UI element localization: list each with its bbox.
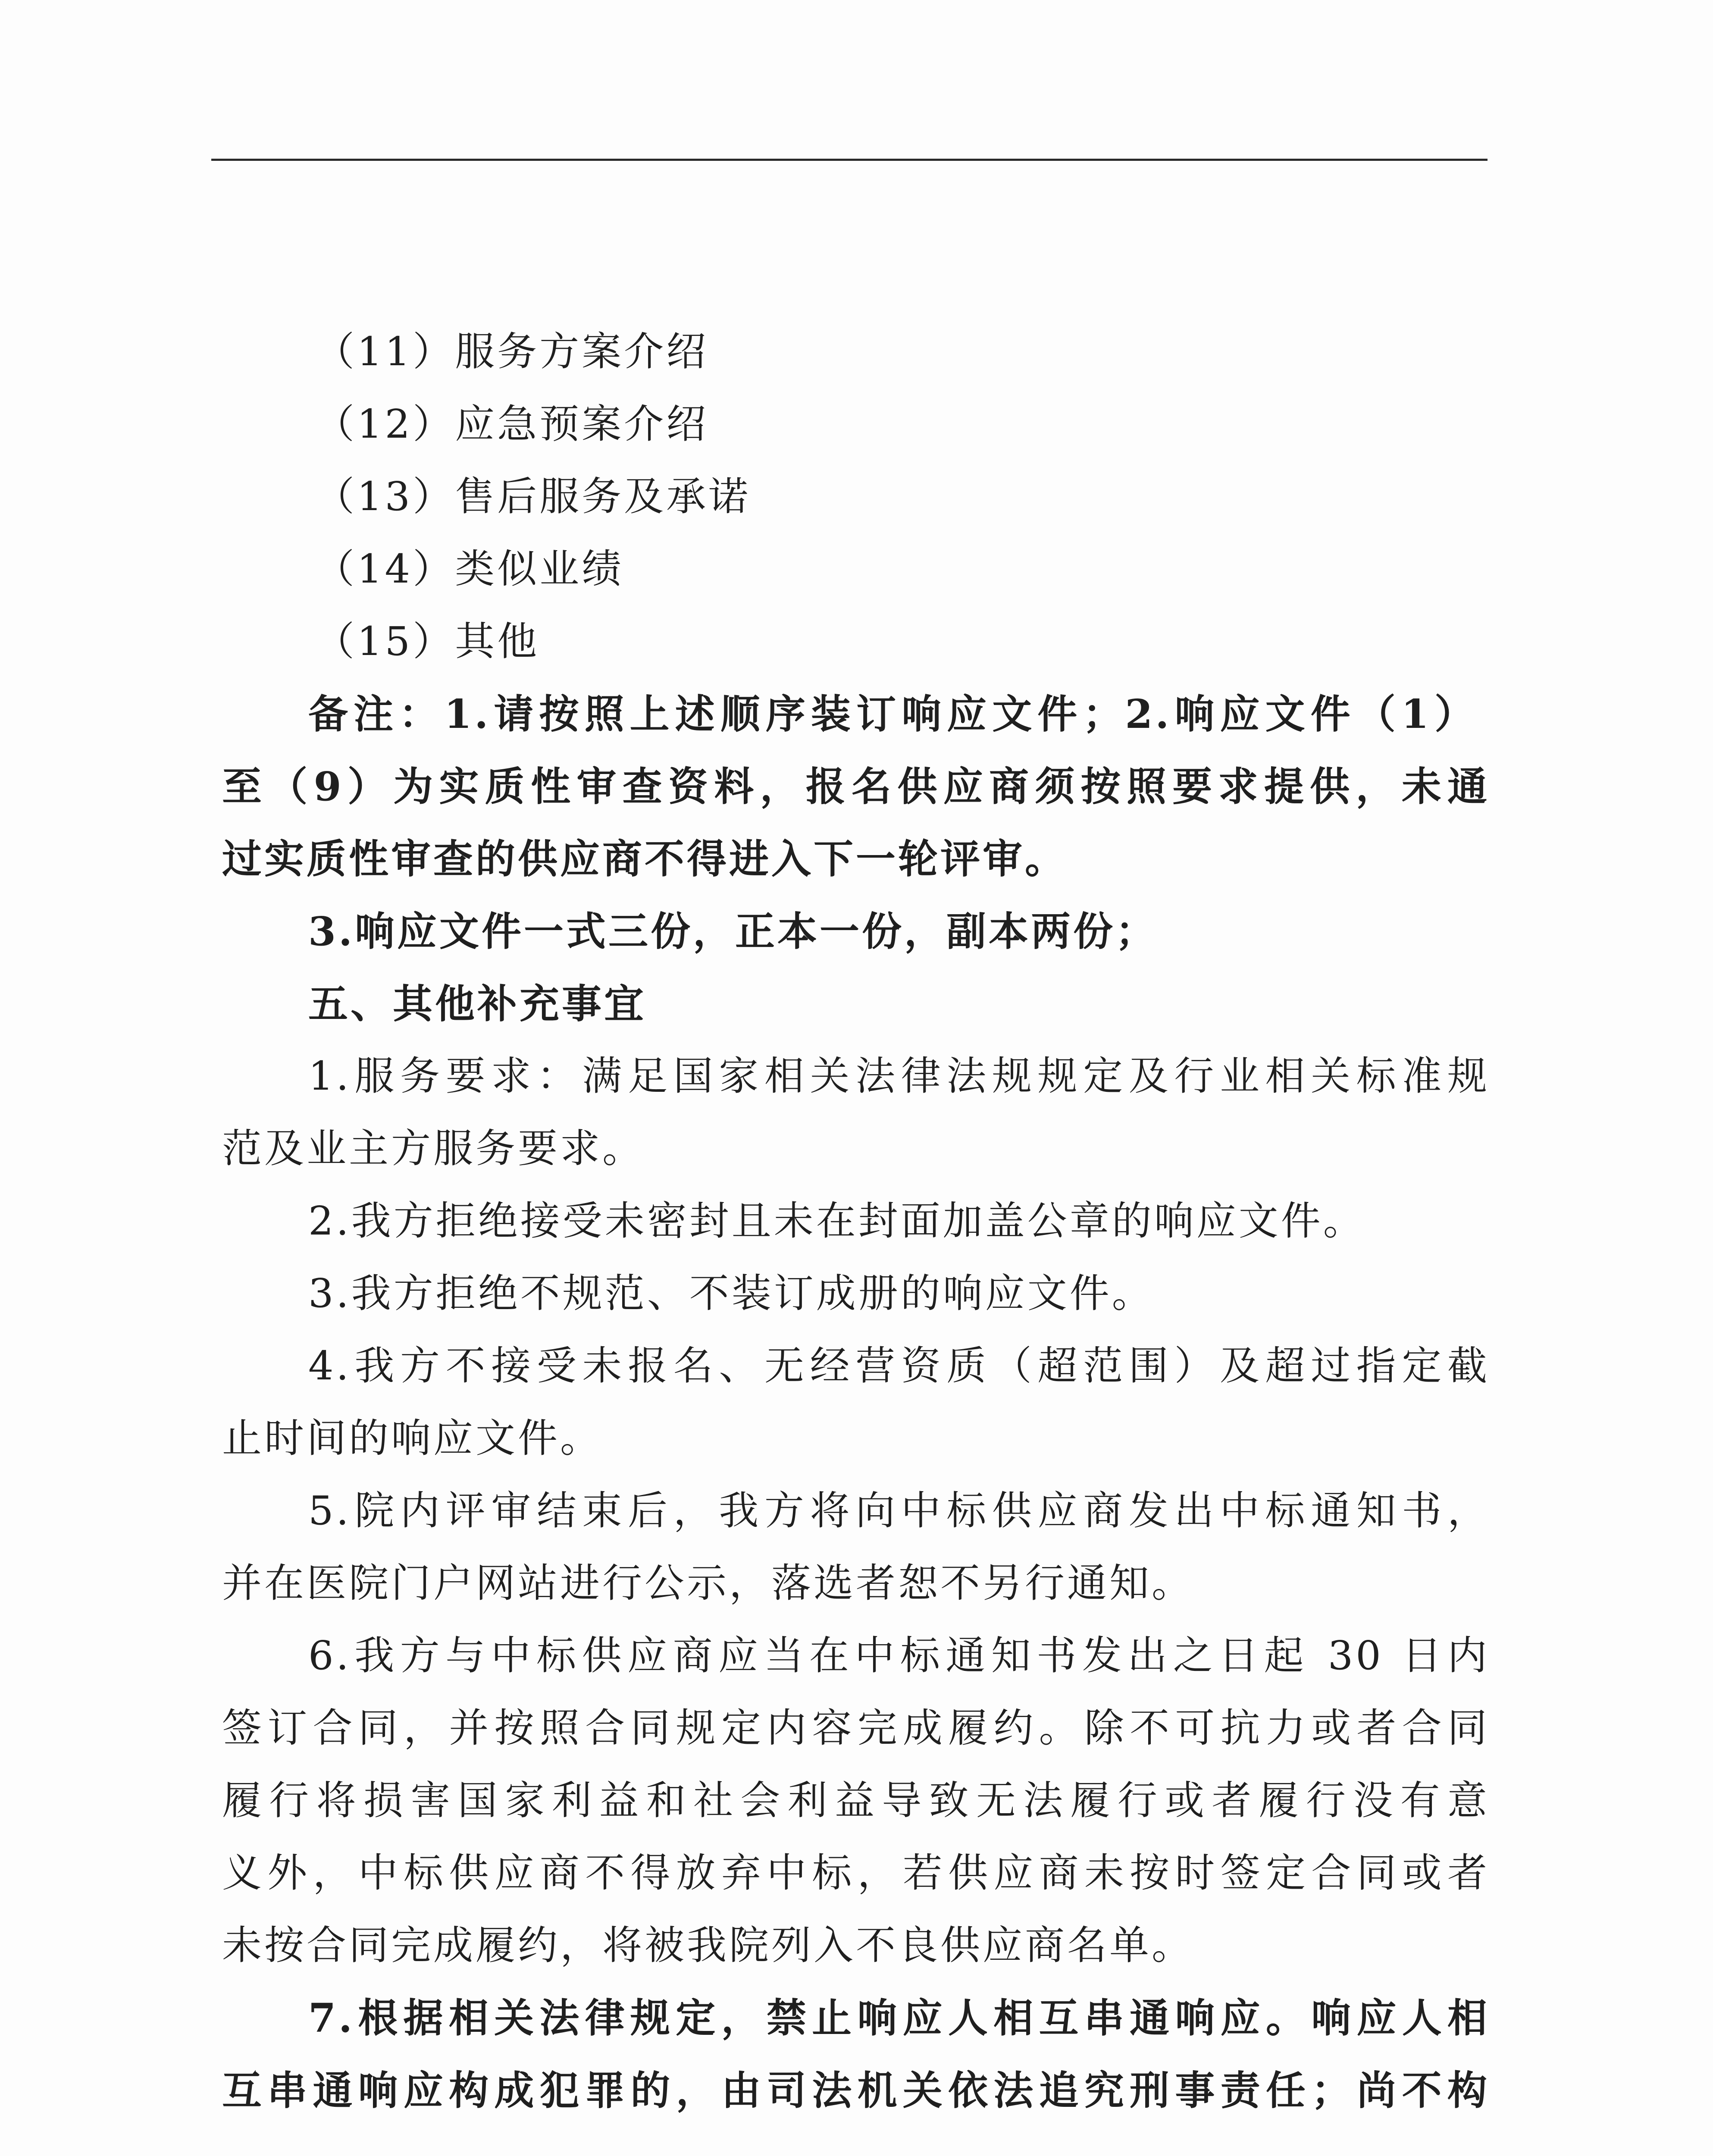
list-item-14: （14）类似业绩	[315, 546, 624, 592]
list-item-13: （13）售后服务及承诺	[315, 473, 751, 520]
item-1-line-1: 1.服务要求：满足国家相关法律法规规定及行业相关标准规	[308, 1053, 1490, 1099]
list-item-15: （15）其他	[315, 618, 540, 664]
item-7-line-2: 互串通响应构成犯罪的，由司法机关依法追究刑事责任；尚不构	[222, 2067, 1490, 2114]
section-heading: 五、其他补充事宜	[308, 981, 647, 1027]
note-line-4: 3.响应文件一式三份，正本一份，副本两份；	[308, 908, 1158, 955]
item-6-line-4: 义外，中标供应商不得放弃中标，若供应商未按时签定合同或者	[222, 1850, 1490, 1896]
header-rule	[211, 159, 1488, 161]
item-4-line-2: 止时间的响应文件。	[222, 1415, 603, 1461]
item-6-line-3: 履行将损害国家利益和社会利益导致无法履行或者履行没有意	[222, 1777, 1490, 1824]
note-line-1: 备注：1.请按照上述顺序装订响应文件；2.响应文件（1）	[308, 691, 1477, 737]
item-6-line-1: 6.我方与中标供应商应当在中标通知书发出之日起 30 日内	[308, 1633, 1490, 1679]
list-item-12: （12）应急预案介绍	[315, 401, 709, 447]
item-1-line-2: 范及业主方服务要求。	[222, 1125, 645, 1172]
note-line-2: 至（9）为实质性审查资料，报名供应商须按照要求提供，未通	[222, 763, 1490, 810]
list-item-11: （11）服务方案介绍	[315, 329, 709, 375]
item-7-line-1: 7.根据相关法律规定，禁止响应人相互串通响应。响应人相	[308, 1995, 1490, 2041]
item-6-line-5: 未按合同完成履约，将被我院列入不良供应商名单。	[222, 1922, 1194, 1968]
item-3: 3.我方拒绝不规范、不装订成册的响应文件。	[308, 1270, 1154, 1316]
item-2: 2.我方拒绝接受未密封且未在封面加盖公章的响应文件。	[308, 1198, 1365, 1244]
item-4-line-1: 4.我方不接受未报名、无经营资质（超范围）及超过指定截	[308, 1343, 1490, 1389]
note-line-3: 过实质性审查的供应商不得进入下一轮评审。	[222, 836, 1068, 882]
item-5-line-2: 并在医院门户网站进行公示，落选者恕不另行通知。	[222, 1560, 1194, 1606]
item-6-line-2: 签订合同，并按照合同规定内容完成履约。除不可抗力或者合同	[222, 1705, 1490, 1751]
item-5-line-1: 5.院内评审结束后，我方将向中标供应商发出中标通知书，	[308, 1488, 1490, 1534]
